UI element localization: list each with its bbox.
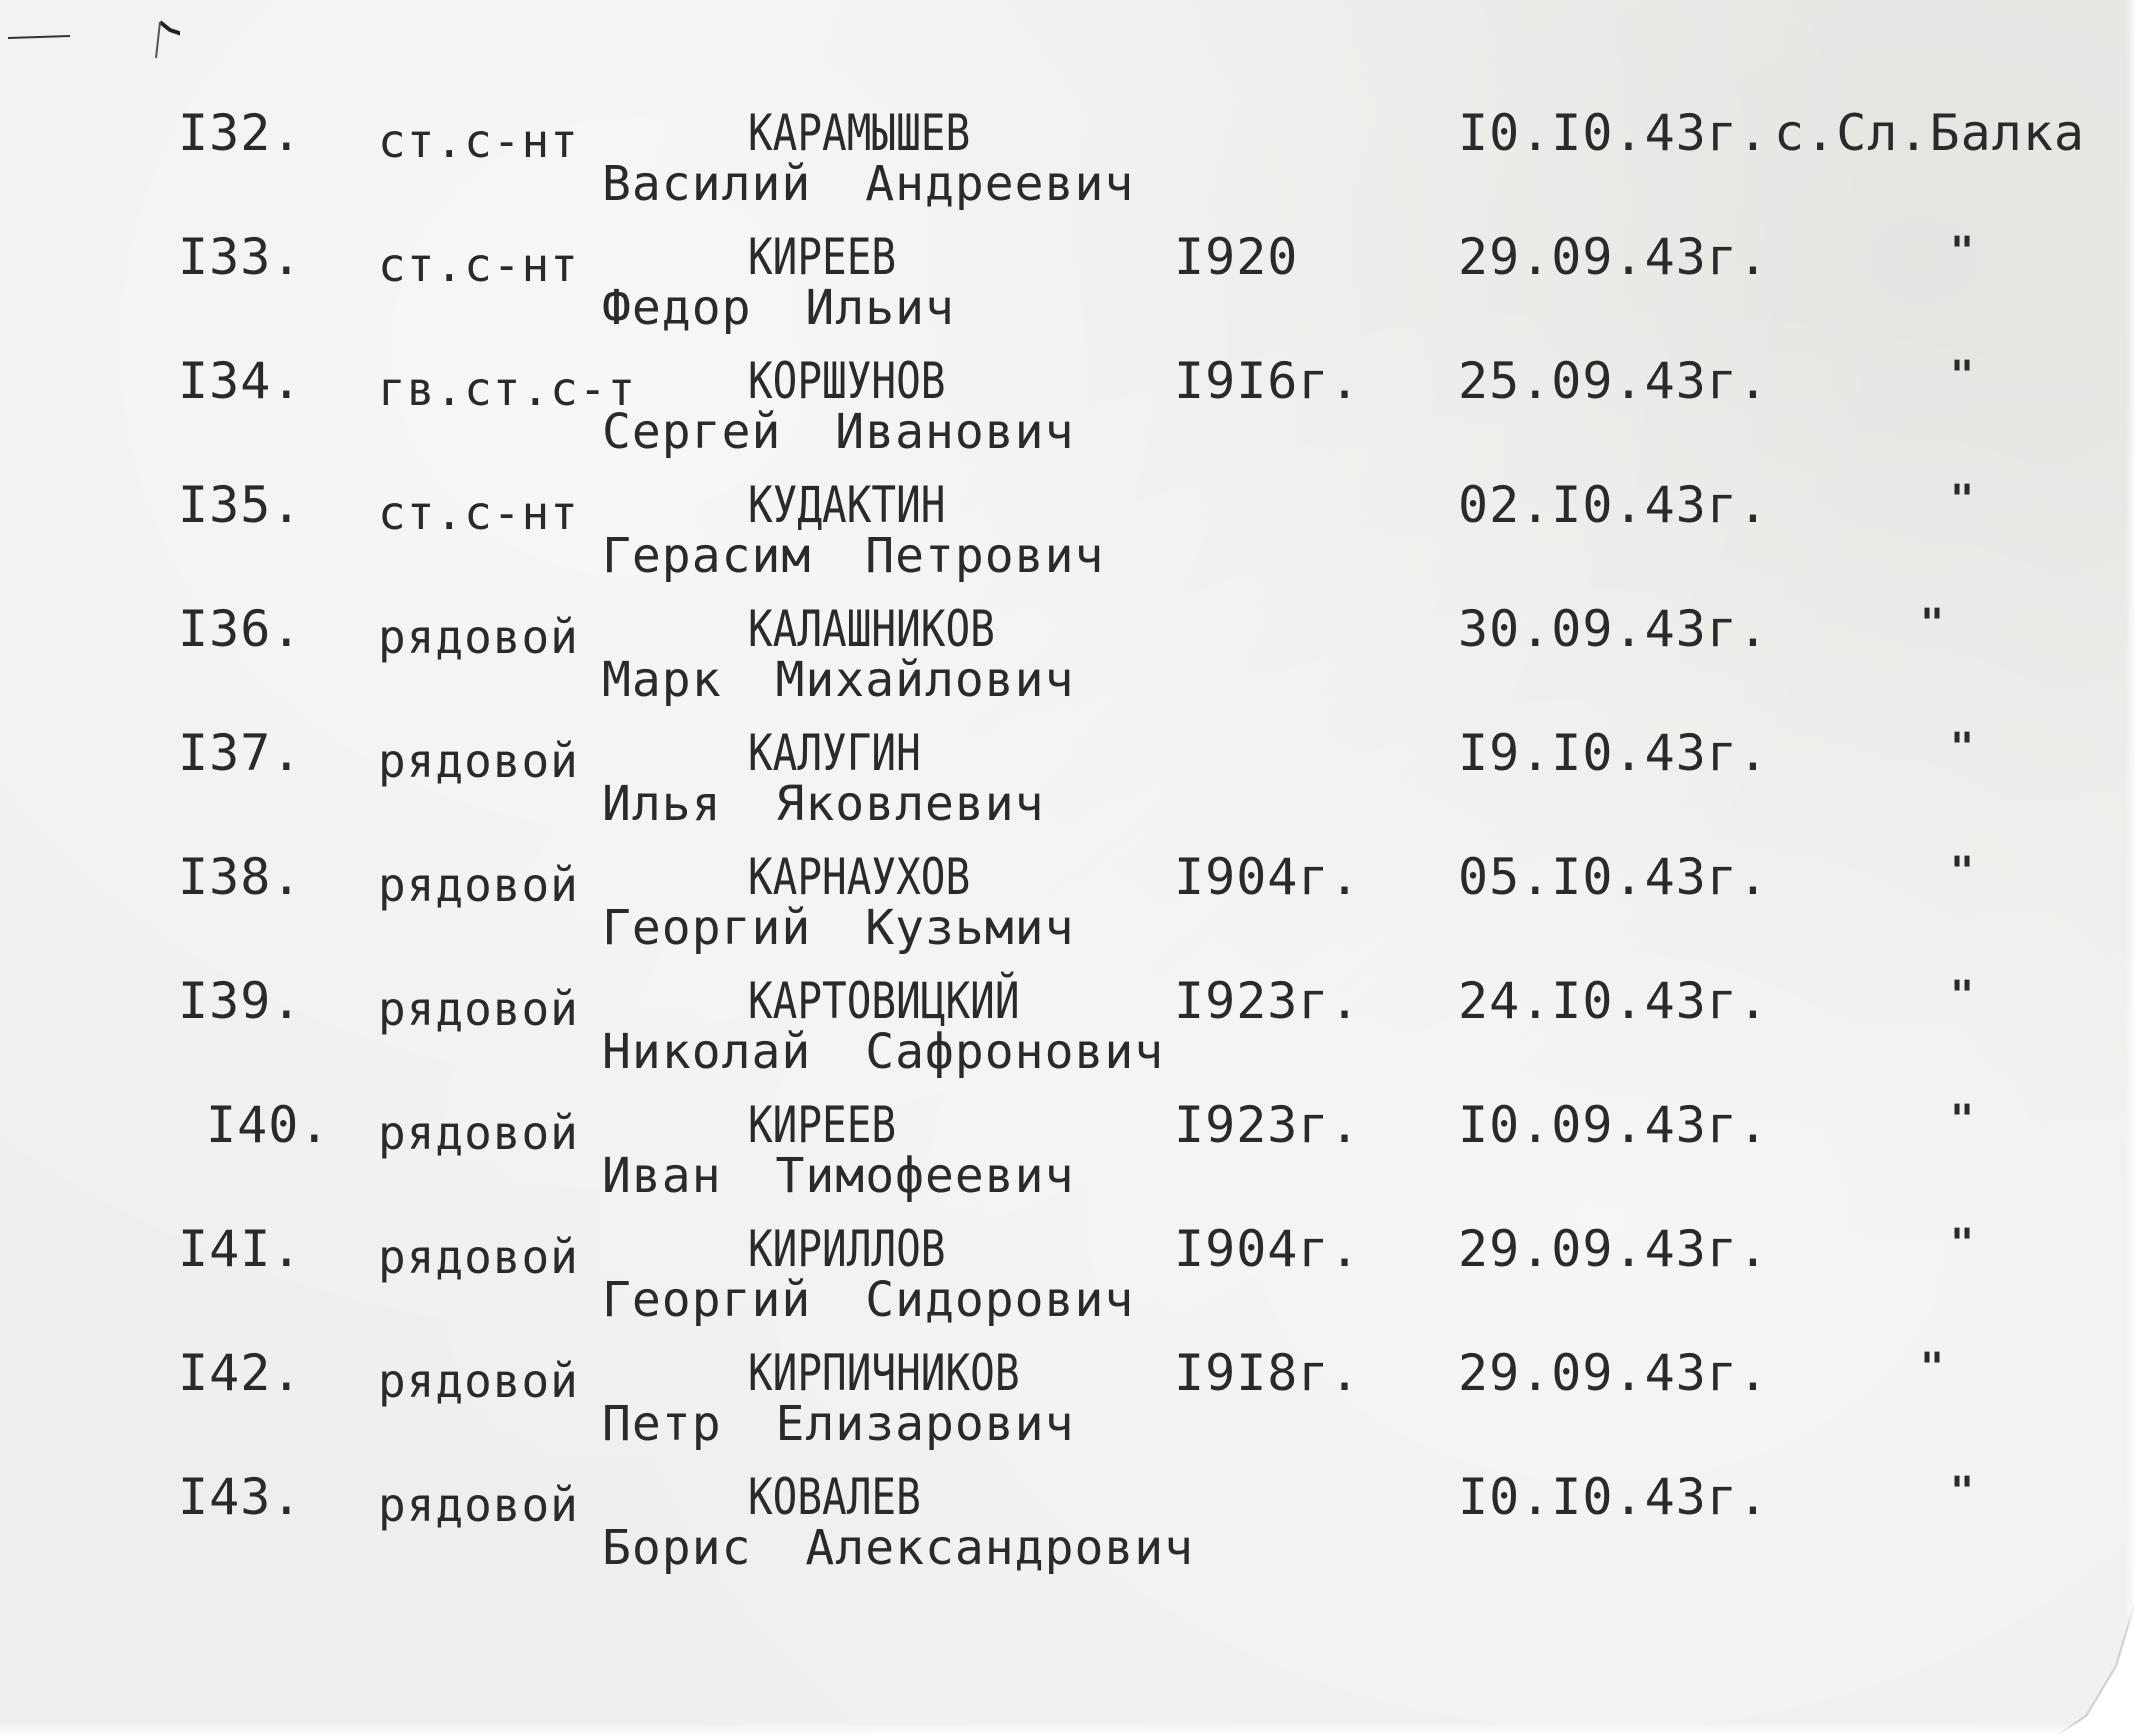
record-number: I43. [178,1468,303,1526]
record-birth-year: I920 [1174,228,1299,286]
record-rank: рядовой [378,1478,579,1532]
record-rank: рядовой [378,982,579,1036]
record-number: I37. [178,724,303,782]
record-surname: КИРЕЕВ [748,1096,897,1154]
record-birth-year: I904г. [1174,848,1361,906]
record-surname: КИРПИЧНИКОВ [748,1344,1020,1402]
record-given-names: Федор Ильич [602,280,955,336]
paper-edge-bottom [0,1722,2136,1736]
list-item [0,600,2136,728]
record-birth-year: I923г. [1174,1096,1361,1154]
record-birth-year: I904г. [1174,1220,1361,1278]
record-given-names: Герасим Петрович [602,528,1105,584]
record-number: I35. [178,476,303,534]
record-surname: КАРАМЫШЕВ [748,104,971,162]
record-number: I34. [178,352,303,410]
record-birth-year: I9I6г. [1174,352,1361,410]
record-given-names: Борис Александрович [602,1520,1195,1576]
record-date: 05.I0.43г. [1458,848,1770,906]
record-date: 25.09.43г. [1458,352,1770,410]
record-surname: КИРИЛЛОВ [748,1220,946,1278]
record-number: I39. [178,972,303,1030]
record-date: 30.09.43г. [1458,600,1770,658]
record-place-ditto: " [1950,849,1976,895]
record-place-ditto: " [1950,1221,1976,1267]
record-surname: КОВАЛЕВ [748,1468,921,1526]
record-rank: рядовой [378,1354,579,1408]
record-rank: ст.с-нт [378,486,579,540]
record-birth-year: I9I8г. [1174,1344,1361,1402]
record-surname: КАЛАШНИКОВ [748,600,995,658]
record-given-names: Илья Яковлевич [602,776,1045,832]
record-place-ditto: " [1950,973,1976,1019]
record-place: с.Сл.Балка [1774,104,2086,162]
record-surname: КИРЕЕВ [748,228,897,286]
record-given-names: Петр Елизарович [602,1396,1075,1452]
record-given-names: Иван Тимофеевич [602,1148,1075,1204]
record-number: I33. [178,228,303,286]
list-item [0,104,2136,232]
record-surname: КУДАКТИН [748,476,946,534]
record-place-ditto: " [1950,1469,1976,1515]
list-item [0,972,2136,1100]
record-place-ditto: " [1920,1345,1946,1391]
record-given-names: Георгий Сидорович [602,1272,1135,1328]
record-surname: КОРШУНОВ [748,352,946,410]
record-place-ditto: " [1920,601,1946,647]
record-place-ditto: " [1950,1097,1976,1143]
record-rank: рядовой [378,1230,579,1284]
torn-corner [2016,1546,2136,1736]
record-surname: КАРНАУХОВ [748,848,971,906]
record-date: 29.09.43г. [1458,1344,1770,1402]
record-surname: КАРТОВИЦКИЙ [748,972,1020,1030]
record-rank: рядовой [378,734,579,788]
list-item [0,228,2136,356]
record-given-names: Сергей Иванович [602,404,1075,460]
list-item [0,724,2136,852]
record-birth-year: I923г. [1174,972,1361,1030]
record-number: I36. [178,600,303,658]
corner-scratch-mark [0,0,180,60]
record-date: I9.I0.43г. [1458,724,1770,782]
record-number: I4I. [178,1220,303,1278]
record-date: 24.I0.43г. [1458,972,1770,1030]
record-given-names: Николай Сафронович [602,1024,1165,1080]
record-given-names: Василий Андреевич [602,156,1135,212]
list-item [0,1220,2136,1348]
record-place-ditto: " [1950,477,1976,523]
record-number: I42. [178,1344,303,1402]
record-date: 29.09.43г. [1458,228,1770,286]
list-item [0,352,2136,480]
record-place-ditto: " [1950,229,1976,275]
record-number: I32. [178,104,303,162]
record-surname: КАЛУГИН [748,724,921,782]
list-item [0,1344,2136,1472]
record-given-names: Георгий Кузьмич [602,900,1075,956]
record-given-names: Марк Михайлович [602,652,1075,708]
record-date: 29.09.43г. [1458,1220,1770,1278]
list-item [0,1468,2136,1596]
record-date: I0.I0.43г. [1458,104,1770,162]
list-item [0,1096,2136,1224]
record-rank: гв.ст.с-т [378,362,637,416]
record-rank: ст.с-нт [378,238,579,292]
record-place-ditto: " [1950,353,1976,399]
record-date: I0.09.43г. [1458,1096,1770,1154]
record-place-ditto: " [1950,725,1976,771]
record-date: I0.I0.43г. [1458,1468,1770,1526]
list-item [0,848,2136,976]
list-item [0,476,2136,604]
record-rank: рядовой [378,858,579,912]
record-number: I38. [178,848,303,906]
record-rank: рядовой [378,610,579,664]
record-rank: ст.с-нт [378,114,579,168]
paper-edge-right [2126,0,2136,1736]
record-number: I40. [206,1096,331,1154]
record-date: 02.I0.43г. [1458,476,1770,534]
record-rank: рядовой [378,1106,579,1160]
